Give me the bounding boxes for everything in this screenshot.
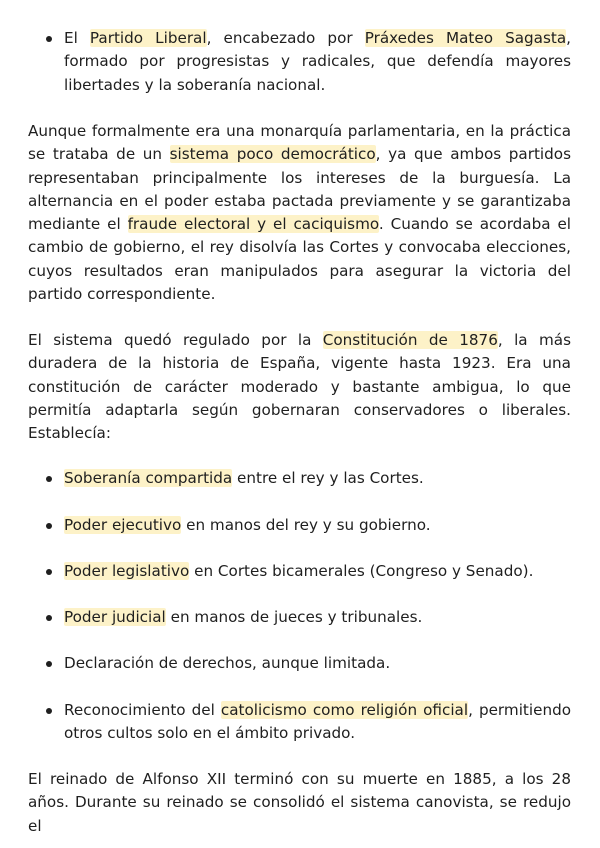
bullet-dot: [46, 661, 52, 667]
bullet-dot: [46, 708, 52, 714]
text-run: , formado por progresistas y radicales, que defendía mayores libertades y la soberanía nacional.: [64, 29, 571, 94]
bullet-dot: [46, 36, 52, 42]
text-run: , ya que ambos partidos representaban principalmente los intereses de la burguesía. La alternancia en el poder estaba pactada previamente y se garantizaba mediante el: [28, 145, 571, 234]
text-run: , encabezado por: [206, 29, 365, 47]
paragraph-constitucion: [28, 329, 571, 445]
highlight-fraude-electoral: fraude electoral y el caciquismo: [127, 215, 379, 234]
bullet-poder-ejecutivo: [64, 514, 571, 537]
text-run: El sistema quedó regulado por la: [28, 331, 323, 349]
text-run: Declaración de derechos, aunque limitada.: [64, 654, 391, 672]
bullet-poder-legislativo: [64, 560, 571, 583]
paragraph-reinado: [28, 768, 571, 838]
text-run: Reconocimiento del: [64, 701, 221, 719]
text-run: , la más duradera de la historia de España, vigente hasta 1923. Era una constitución de carácter moderado y bastante ambigua, lo que permitía adaptarla según gobernaran conservadores o liberales. Establecía:: [28, 331, 571, 443]
highlight-soberania-compartida: Soberanía compartida: [64, 469, 233, 487]
paragraph-monarquia: [28, 120, 571, 306]
highlight-catolicismo: catolicismo como religión oficial: [220, 701, 469, 719]
text-run: El: [64, 29, 90, 47]
text-run: El reinado de Alfonso XII terminó con su muerte en 1885, a los 28 años. Durante su reinado se consolidó el sistema canovista, se redujo el: [28, 770, 571, 835]
highlight-poder-ejecutivo: Poder ejecutivo: [64, 516, 182, 534]
highlight-sagasta: Práxedes Mateo Sagasta: [364, 29, 567, 47]
text-run: . Cuando se acordaba el cambio de gobierno, el rey disolvía las Cortes y convocaba elecciones, cuyos resultados eran manipulados para asegurar la victoria del partido correspondiente.: [28, 215, 572, 304]
text-run: Aunque formalmente era una monarquía parlamentaria, en la práctica se trataba de un: [28, 122, 571, 164]
bullet-dot: [46, 615, 52, 621]
highlight-constitucion-1876: Constitución de 1876: [322, 331, 498, 349]
bullet-partido-liberal: [64, 27, 571, 97]
text-run: en manos del rey y su gobierno.: [181, 516, 431, 534]
bullet-catolicismo: [64, 699, 571, 746]
text-run: entre el rey y las Cortes.: [232, 469, 424, 487]
bullet-declaracion-derechos: [64, 652, 571, 675]
bullet-dot: [46, 476, 52, 482]
highlight-partido-liberal: Partido Liberal: [89, 29, 207, 47]
bullet-poder-judicial: [64, 606, 571, 629]
text-run: en Cortes bicamerales (Congreso y Senado).: [189, 562, 534, 580]
bullet-dot: [46, 523, 52, 529]
text-run: , permitiendo otros cultos solo en el ámbito privado.: [64, 701, 571, 743]
text-run: en manos de jueces y tribunales.: [165, 608, 423, 626]
bullet-soberania: [64, 467, 571, 490]
highlight-sistema-poco-democratico: sistema poco democrático: [169, 145, 376, 164]
bullet-dot: [46, 569, 52, 575]
highlight-poder-judicial: Poder judicial: [64, 608, 166, 626]
highlight-poder-legislativo: Poder legislativo: [64, 562, 190, 580]
